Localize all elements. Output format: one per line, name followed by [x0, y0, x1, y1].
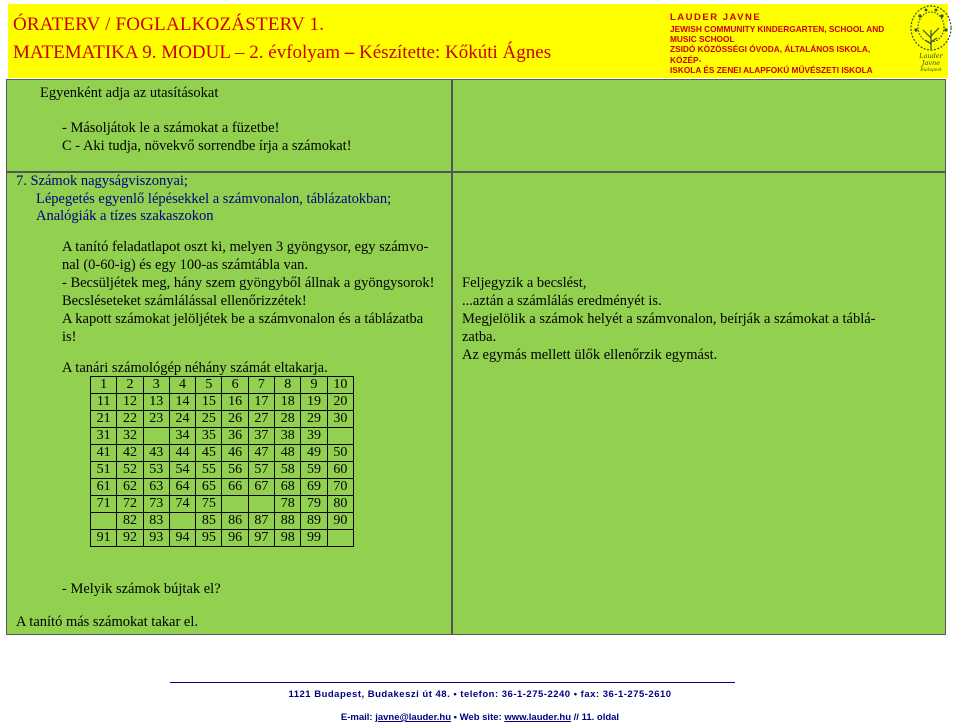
hundred-chart-cell: 60: [327, 462, 353, 479]
paragraph-text: A tanári számológép néhány számát eltakarja.: [62, 360, 328, 376]
hundred-chart-cell: 15: [196, 394, 222, 411]
hundred-chart-cell: 91: [91, 530, 117, 547]
hundred-chart-cell: 38: [275, 428, 301, 445]
hundred-chart-cell: 39: [301, 428, 327, 445]
footer-address: 1121 Budapest, Budakeszi út 48. • telefon: 36-1-275-2240 • fax: 36-1-275-2610: [288, 689, 672, 700]
footer-contact: [0, 712, 960, 723]
school-line: ZSIDÓ KÖZÖSSÉGI ÓVODA, ÁLTALÁNOS ISKOLA, KÖZÉP-: [670, 44, 871, 65]
hundred-chart-cell: 93: [143, 530, 169, 547]
hundred-chart-cell: 73: [143, 496, 169, 513]
page-header: [8, 4, 948, 78]
student-activity-text: ...aztán a számlálás eredményét is.: [462, 293, 662, 309]
hundred-chart-cell: 59: [301, 462, 327, 479]
hundred-chart-row: [91, 530, 354, 547]
hundred-chart-row: [91, 428, 354, 445]
hundred-chart-cell: 70: [327, 479, 353, 496]
instruction-item: - Másoljátok le a számokat a füzetbe!: [62, 120, 280, 136]
subtitle-part-a: MATEMATIKA 9. MODUL – 2. évfolyam: [13, 42, 345, 63]
school-line: MUSIC SCHOOL: [670, 34, 735, 45]
paragraph-text: A tanító feladatlapot oszt ki, melyen 3 gyöngysor, egy számvo-: [62, 239, 429, 255]
website-link[interactable]: www.lauder.hu: [504, 712, 572, 723]
hundred-chart-cell: 9: [301, 377, 327, 394]
hundred-chart-cell: 6: [222, 377, 248, 394]
hundred-chart-row: [91, 445, 354, 462]
hundred-chart-cell: 85: [196, 513, 222, 530]
hundred-chart-cell: 19: [301, 394, 327, 411]
hundred-chart-cell: 8: [275, 377, 301, 394]
hundred-chart-cell: 29: [301, 411, 327, 428]
footer-divider: [170, 682, 735, 683]
hundred-chart-cell: 99: [301, 530, 327, 547]
hundred-chart-cell: 58: [275, 462, 301, 479]
hundred-chart-cell: 97: [248, 530, 274, 547]
hundred-chart-row: [91, 462, 354, 479]
hundred-chart-cell: 2: [117, 377, 143, 394]
hundred-chart-row: [91, 394, 354, 411]
hundred-chart-cell: 53: [143, 462, 169, 479]
paragraph-text: Becsléseteket számlálással ellenőrizzétek!: [62, 293, 307, 309]
hundred-chart-cell: 35: [196, 428, 222, 445]
hundred-chart-cell: 55: [196, 462, 222, 479]
hundred-chart-cell: 4: [169, 377, 195, 394]
page-number: // 11. oldal: [571, 712, 620, 723]
paragraph-text: is!: [62, 329, 77, 345]
section-heading: Lépegetés egyenlő lépésekkel a számvonalon, táblázatokban;: [36, 191, 392, 207]
student-activity-text: zatba.: [462, 329, 497, 345]
school-line: JEWISH COMMUNITY KINDERGARTEN, SCHOOL AND: [670, 24, 885, 34]
hundred-chart-cell: 82: [117, 513, 143, 530]
hundred-chart-cell: 23: [143, 411, 169, 428]
hundred-chart-cell: 56: [222, 462, 248, 479]
hundred-chart-cell: 48: [275, 445, 301, 462]
student-activity-text: Megjelölik a számok helyét a számvonalon, beírják a számokat a táblá-: [462, 311, 876, 327]
hundred-chart-cell: 22: [117, 411, 143, 428]
hundred-chart-cell: 87: [248, 513, 274, 530]
hundred-chart-cell: [169, 513, 195, 530]
hundred-chart-cell: 57: [248, 462, 274, 479]
hundred-chart-cell: 89: [301, 513, 327, 530]
hundred-chart-cell: 95: [196, 530, 222, 547]
hundred-chart-cell: 83: [143, 513, 169, 530]
hundred-chart-cell: 94: [169, 530, 195, 547]
hundred-chart-cell: 98: [275, 530, 301, 547]
hundred-chart-cell: 50: [327, 445, 353, 462]
hundred-chart-cell: 36: [222, 428, 248, 445]
hundred-chart-cell: 21: [91, 411, 117, 428]
section-heading: Analógiák a tízes szakaszokon: [36, 208, 214, 224]
hundred-chart-cell: 13: [143, 394, 169, 411]
hundred-chart-cell: [327, 428, 353, 445]
hundred-chart-cell: 44: [169, 445, 195, 462]
subtitle-dash: –: [344, 42, 355, 63]
hundred-chart-cell: [327, 530, 353, 547]
hundred-chart-cell: 7: [248, 377, 274, 394]
hundred-chart-cell: 69: [301, 479, 327, 496]
cell-activity-2: [6, 172, 452, 635]
school-logo: [904, 0, 958, 72]
hundred-chart-cell: 17: [248, 394, 274, 411]
hundred-chart-cell: 68: [275, 479, 301, 496]
hundred-chart-cell: 18: [275, 394, 301, 411]
email-label: E-mail:: [340, 712, 376, 723]
hundred-chart-cell: 78: [275, 496, 301, 513]
hundred-chart-row: [91, 496, 354, 513]
hundred-chart-cell: 3: [143, 377, 169, 394]
hundred-chart-cell: 71: [91, 496, 117, 513]
hundred-chart-cell: 16: [222, 394, 248, 411]
email-link[interactable]: javne@lauder.hu: [375, 712, 452, 723]
hundred-chart-cell: 45: [196, 445, 222, 462]
paragraph-text: A kapott számokat jelöljétek be a számvonalon és a táblázatba: [62, 311, 424, 327]
hundred-chart-cell: 41: [91, 445, 117, 462]
question-text: - Melyik számok bújtak el?: [62, 581, 221, 597]
hundred-chart-cell: 61: [91, 479, 117, 496]
hundred-chart-cell: 27: [248, 411, 274, 428]
hundred-chart-cell: 54: [169, 462, 195, 479]
hundred-chart-cell: 90: [327, 513, 353, 530]
tree-logo-icon: [904, 0, 958, 72]
hundred-chart-cell: 72: [117, 496, 143, 513]
hundred-chart-cell: 25: [196, 411, 222, 428]
hundred-chart-cell: 65: [196, 479, 222, 496]
cell-student-1: [452, 79, 946, 172]
hundred-chart-cell: 28: [275, 411, 301, 428]
school-line: ISKOLA ÉS ZENEI ALAPFOKÚ MŰVÉSZETI ISKOLA: [670, 64, 873, 75]
hundred-chart-cell: [91, 513, 117, 530]
hundred-chart-cell: 86: [222, 513, 248, 530]
hundred-chart-cell: 14: [169, 394, 195, 411]
cell-activity-1: [6, 79, 452, 172]
cell-student-2: [452, 172, 946, 635]
section-heading: 7. Számok nagyságviszonyai;: [16, 173, 188, 189]
school-brand: LAUDER JAVNE: [670, 12, 762, 23]
hundred-chart-cell: 34: [169, 428, 195, 445]
hundred-chart-cell: 5: [196, 377, 222, 394]
hundred-chart: [90, 376, 354, 547]
hundred-chart-cell: 20: [327, 394, 353, 411]
paragraph-text: nal (0-60-ig) és egy 100-as számtábla van.: [62, 257, 309, 273]
logo-text: Budapest: [920, 68, 942, 72]
hundred-chart-cell: 49: [301, 445, 327, 462]
hundred-chart-cell: 80: [327, 496, 353, 513]
hundred-chart-cell: 63: [143, 479, 169, 496]
hundred-chart-cell: 67: [248, 479, 274, 496]
hundred-chart-cell: [248, 496, 274, 513]
lesson-table: [6, 79, 946, 635]
school-name-block: [670, 12, 895, 75]
hundred-chart-cell: 74: [169, 496, 195, 513]
subtitle-part-b: Készítette: Kőkúti Ágnes: [354, 42, 552, 63]
hundred-chart-cell: 79: [301, 496, 327, 513]
hundred-chart-cell: 62: [117, 479, 143, 496]
hundred-chart-row: [91, 513, 354, 530]
hundred-chart-cell: 12: [117, 394, 143, 411]
hundred-chart-row: [91, 411, 354, 428]
hundred-chart-cell: 47: [248, 445, 274, 462]
hundred-chart-cell: [143, 428, 169, 445]
header-subtitle: [13, 42, 551, 64]
hundred-chart-cell: 46: [222, 445, 248, 462]
hundred-chart-row: [91, 377, 354, 394]
instruction-item: C - Aki tudja, növekvő sorrendbe írja a számokat!: [62, 138, 352, 154]
hundred-chart-cell: 30: [327, 411, 353, 428]
hundred-chart-cell: 10: [327, 377, 353, 394]
student-activity-text: Az egymás mellett ülők ellenőrzik egymást.: [462, 347, 718, 363]
hundred-chart-cell: 92: [117, 530, 143, 547]
logo-text: Lauder: [919, 52, 943, 60]
hundred-chart-cell: 24: [169, 411, 195, 428]
instruction-text: Egyenként adja az utasításokat: [40, 85, 219, 101]
hundred-chart-cell: 1: [91, 377, 117, 394]
hundred-chart-cell: 75: [196, 496, 222, 513]
hundred-chart-cell: 42: [117, 445, 143, 462]
closing-text: A tanító más számokat takar el.: [16, 614, 199, 630]
student-activity-text: Feljegyzik a becslést,: [462, 275, 587, 291]
hundred-chart-cell: 52: [117, 462, 143, 479]
logo-text: Javne: [921, 59, 941, 67]
hundred-chart-cell: 96: [222, 530, 248, 547]
hundred-chart-cell: 66: [222, 479, 248, 496]
hundred-chart-cell: 43: [143, 445, 169, 462]
hundred-chart-cell: 51: [91, 462, 117, 479]
web-label: • Web site:: [451, 712, 505, 723]
hundred-chart-row: [91, 479, 354, 496]
hundred-chart-cell: 64: [169, 479, 195, 496]
hundred-chart-cell: 37: [248, 428, 274, 445]
hundred-chart-cell: 11: [91, 394, 117, 411]
hundred-chart-cell: 88: [275, 513, 301, 530]
paragraph-text: - Becsüljétek meg, hány szem gyöngyből állnak a gyöngysorok!: [62, 275, 435, 291]
header-title: ÓRATERV / FOGLALKOZÁSTERV 1.: [13, 14, 325, 35]
hundred-chart-cell: 31: [91, 428, 117, 445]
hundred-chart-cell: 32: [117, 428, 143, 445]
hundred-chart-cell: 26: [222, 411, 248, 428]
hundred-chart-cell: [222, 496, 248, 513]
